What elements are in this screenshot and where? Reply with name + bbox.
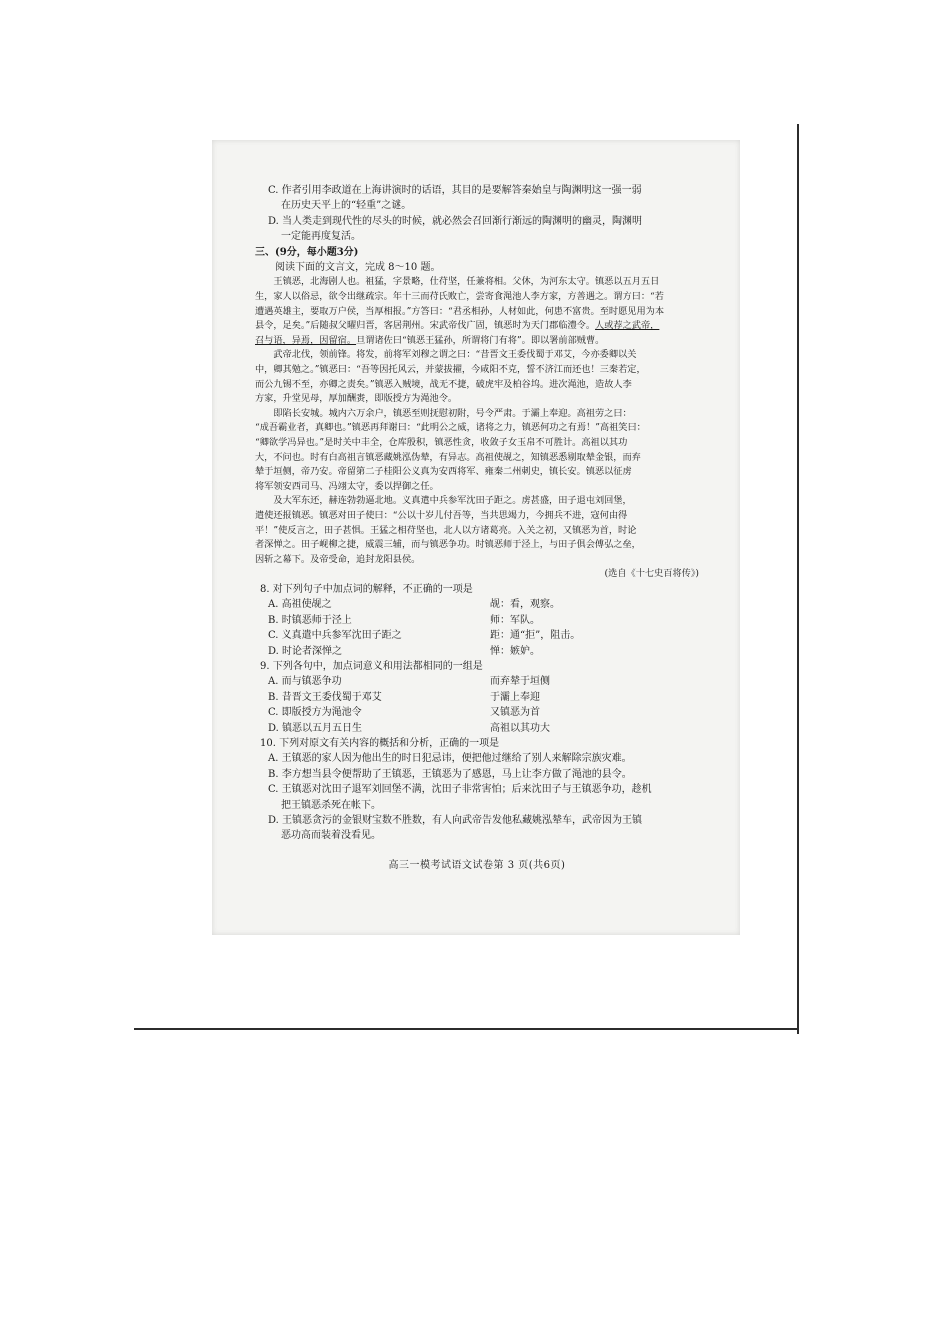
passage-line: 即陷长安城。城内六万余户，镇恶至则抚慰初附，号令严肃。于灞上奉迎。高祖劳之曰：	[273, 407, 632, 419]
option-left: B. 时镇恶师于泾上	[268, 614, 352, 626]
passage-line: 及大军东还，赫连勃勃逼北地。义真遣中兵参军沈田子距之。虏甚盛，田子退屯刘回堡，	[273, 495, 632, 507]
section-instruction: 阅读下面的文言文，完成 8～10 题。	[275, 262, 441, 274]
option-row	[255, 628, 699, 643]
option-right: 距：通“拒”，阻击。	[490, 630, 581, 642]
page-footer: 高三一模考试语文试卷第 3 页(共6页)	[388, 859, 566, 871]
option-c-cont: 把王镇恶杀死在帐下。	[281, 799, 381, 811]
underlined-sentence: 人或荐之武帝，	[595, 320, 660, 332]
passage-line	[255, 334, 699, 349]
question-10	[255, 736, 699, 844]
option-d-line1: D. 当人类走到现代性的尽头的时候，就必然会召回渐行渐远的陶渊明的幽灵，陶渊明	[268, 215, 643, 227]
passage-line: 王镇恶，北海剧人也。祖猛，字景略，仕苻坚，任兼将相。父休，为河东太守。镇恶以五月五日	[273, 276, 660, 288]
passage-line: “成吾霸业者，真卿也。”镇恶再拜谢曰：“此明公之威，诸将之力，镇恶何功之有焉！”高祖笑曰：	[255, 422, 646, 434]
option-right: 高祖以其功大	[490, 722, 550, 734]
question-stem: 9. 下列各句中，加点词意义和用法都相同的一组是	[260, 660, 483, 672]
option-right: 师：军队。	[490, 614, 540, 626]
option-d-cont: 恶功高而装着没看见。	[281, 830, 381, 842]
passage-line: 方家，升堂见母，厚加酬赉，即版授方为渑池令。	[255, 393, 458, 405]
passage-line: 将军领安西司马、冯翊太守，委以捍御之任。	[255, 480, 439, 492]
option-row	[255, 705, 699, 720]
passage-line: 因斩之幕下。及帝受命，追封龙阳县侯。	[255, 553, 421, 565]
option-left: C. 义真遣中兵参军沈田子距之	[268, 630, 402, 642]
option-row	[255, 613, 699, 628]
option-d-line2: 一定能再度复活。	[281, 231, 361, 243]
option-row	[255, 597, 699, 612]
passage-line: 辇于垣侧，帝乃安。帝留第二子桂阳公义真为安西将军、雍秦二州刺史，镇长安。镇恶以征虏	[255, 466, 632, 478]
passage-line: “卿欲学冯异也。”是时关中丰全，仓库殷积，镇恶性贪，收敛子女玉帛不可胜计。高祖以其功	[255, 436, 628, 448]
option-right: 惮：嫉妒。	[490, 645, 540, 657]
option-left: D. 镇恶以五月五日生	[268, 722, 363, 734]
option-left: A. 而与镇恶争功	[268, 676, 342, 688]
frame-line-bottom	[134, 1028, 799, 1030]
question-8	[255, 582, 699, 659]
section-heading: 三、(9分，每小题3分)	[255, 246, 359, 258]
option-right: 觇：看，观察。	[490, 599, 560, 611]
question-stem: 8. 对下列句子中加点词的解释，不正确的一项是	[260, 583, 473, 595]
exam-content	[255, 183, 699, 873]
option-left: A. 高祖使觇之	[268, 599, 332, 611]
passage-line: 者深惮之。田子岘柳之捷，威震三辅，而与镇恶争功。时镇恶师于泾上，与田子俱会傅弘之垒，	[255, 539, 641, 551]
classical-passage	[255, 275, 699, 581]
passage-line: 平！”使反言之，田子甚惧。王猛之相苻坚也，北人以方诸葛亮。入关之初，又镇恶为首，时论	[255, 524, 637, 536]
passage-line: 武帝北伐，领前锋。将发，前将军刘穆之谓之曰：“昔晋文王委伐蜀于邓艾，今亦委卿以关	[273, 349, 637, 361]
option-row	[255, 690, 699, 705]
option-row	[255, 721, 699, 736]
passage-line: 而公九锡不至，亦卿之责矣。”镇恶入贼境，战无不捷，破虎牢及柏谷坞。进次渑池，造故人李	[255, 378, 632, 390]
option-left: D. 时论者深惮之	[268, 645, 343, 657]
option-right: 于灞上奉迎	[490, 691, 540, 703]
option-d: D. 王镇恶贪污的金银财宝数不胜数，有人向武帝告发他私藏姚泓辇车，武帝因为王镇	[268, 815, 643, 826]
underlined-sentence: 召与语，异焉，因留宿。	[255, 334, 357, 346]
passage-line: 遭遇英雄主，要取万户侯，当厚相报。”方答曰：“君丞相孙，人材如此，何患不富贵。至时愿见用为本	[255, 305, 665, 317]
previous-options	[255, 183, 699, 245]
passage-line: 遣使还报镇恶。镇恶对田子使曰：“公以十岁儿付吾等，当共思竭力，今拥兵不进，寇何由得	[255, 509, 628, 521]
question-9	[255, 659, 699, 736]
option-row	[255, 644, 699, 659]
option-left: B. 昔晋文王委伐蜀于邓艾	[268, 691, 382, 703]
option-row	[255, 674, 699, 689]
question-stem: 10. 下列对原文有关内容的概括和分析，正确的一项是	[260, 737, 500, 749]
option-left: C. 即版授方为渑池令	[268, 707, 362, 719]
passage-text: 旦谓诸佐曰“镇恶王猛孙，所谓将门有将”。即以署前部贼曹。	[356, 334, 605, 346]
option-right: 又镇恶为首	[490, 707, 540, 719]
option-c-line2: 在历史天平上的“轻重”之谜。	[281, 200, 412, 212]
frame-line-right	[797, 124, 799, 1034]
option-c-line1: C. 作者引用李政道在上海讲演时的话语，其目的是要解答秦始皇与陶渊明这一强一弱	[268, 185, 642, 196]
passage-line: 中，卿其勉之。”镇恶曰：“吾等因托风云，并蒙拔擢，今咸阳不克，誓不济江而还也！三秦若定，	[255, 364, 646, 375]
option-c: C. 王镇恶对沈田子退军刘回堡不满，沈田子非常害怕；后来沈田子与王镇恶争功，趁机	[268, 784, 652, 796]
passage-source: (选自《十七史百将传》)	[604, 568, 699, 580]
option-b: B. 李方想当县令便帮助了王镇恶，王镇恶为了感恩，马上让李方做了渑池的县令。	[268, 768, 632, 780]
option-a: A. 王镇恶的家人因为他出生的时日犯忌讳，便把他过继给了别人来解除宗族灾难。	[268, 753, 632, 765]
passage-line: 生，家人以俗忌，欲令出继疏宗。年十三而苻氏败亡，尝寄食渑池人李方家，方善遇之。谓方曰：“若	[255, 291, 664, 303]
passage-line: 大，不问也。时有白高祖言镇恶藏姚泓伪辇，有异志。高祖使觇之，知镇恶悉剔取辇金银，而弃	[255, 451, 641, 463]
passage-text: 县令，足矣。”后随叔父曜归晋，客居荆州。宋武帝伐广固，镇恶时为天门郡临澧令。	[255, 320, 596, 332]
option-right: 而弃辇于垣侧	[490, 676, 550, 688]
passage-line	[255, 319, 699, 334]
